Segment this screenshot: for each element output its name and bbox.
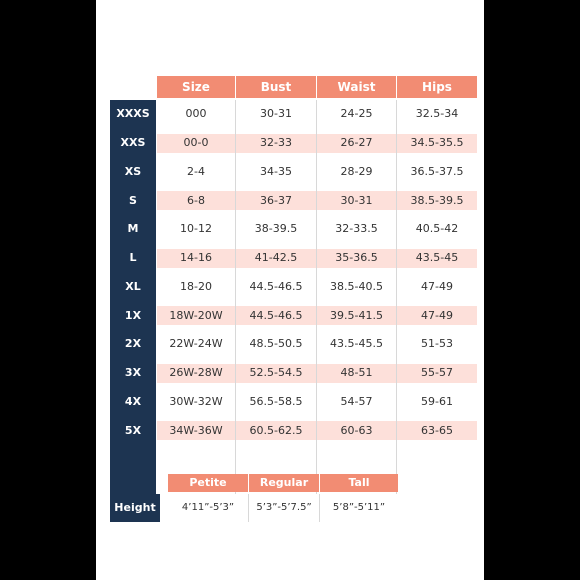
row-label: 3X xyxy=(124,366,142,380)
cell-waist: 30-31 xyxy=(340,193,373,207)
row-label: 2X xyxy=(124,337,142,351)
cell-size: 22W-24W xyxy=(169,337,223,351)
header-bust: Bust xyxy=(236,76,316,98)
cell-bust: 56.5-58.5 xyxy=(249,394,303,408)
height-regular-value: 5’3”-5’7.5” xyxy=(249,494,319,522)
cell-hips: 36.5-37.5 xyxy=(410,164,464,178)
cell-size: 14-16 xyxy=(180,251,212,265)
cell-waist: 48-51 xyxy=(340,366,373,380)
cell-waist: 43.5-45.5 xyxy=(330,337,383,351)
header-size: Size xyxy=(157,76,235,98)
cell-bust: 30-31 xyxy=(260,107,292,121)
cell-size: 10-12 xyxy=(180,222,212,236)
row-label: XXS xyxy=(120,136,146,150)
cell-waist: 28-29 xyxy=(340,164,373,178)
row-label: S xyxy=(129,193,137,207)
header-hips: Hips xyxy=(397,76,477,98)
size-table-header xyxy=(157,76,477,98)
cell-waist: 35-36.5 xyxy=(335,251,378,265)
cell-hips: 38.5-39.5 xyxy=(410,193,464,207)
cell-size: 30W-32W xyxy=(169,394,223,408)
header-petite: Petite xyxy=(168,474,248,492)
cell-size: 6-8 xyxy=(187,193,205,207)
cell-bust: 32-33 xyxy=(260,136,292,150)
row-label: M xyxy=(127,222,139,236)
cell-hips: 43.5-45 xyxy=(415,251,459,265)
row-label: L xyxy=(129,251,137,265)
column-divider xyxy=(316,100,317,514)
cell-bust: 44.5-46.5 xyxy=(249,308,303,322)
row-label: 5X xyxy=(124,423,142,437)
cell-hips: 59-61 xyxy=(421,394,453,408)
cell-bust: 52.5-54.5 xyxy=(249,366,303,380)
row-label: XL xyxy=(125,279,141,293)
cell-size: 000 xyxy=(185,107,207,121)
cell-hips: 34.5-35.5 xyxy=(410,136,464,150)
header-regular: Regular xyxy=(249,474,319,492)
column-divider xyxy=(235,100,236,514)
cell-size: 00-0 xyxy=(183,136,209,150)
cell-bust: 34-35 xyxy=(260,164,292,178)
cell-size: 34W-36W xyxy=(169,423,223,437)
cell-hips: 63-65 xyxy=(421,423,453,437)
cell-waist: 26-27 xyxy=(340,136,373,150)
height-petite-value: 4’11”-5’3” xyxy=(168,494,248,522)
cell-size: 2-4 xyxy=(187,164,205,178)
cell-waist: 39.5-41.5 xyxy=(330,308,383,322)
cell-hips: 55-57 xyxy=(421,366,453,380)
cell-waist: 38.5-40.5 xyxy=(330,279,383,293)
row-label: XXXS xyxy=(116,107,150,121)
height-tall-value: 5’8”-5’11” xyxy=(320,494,398,522)
header-tall: Tall xyxy=(320,474,398,492)
cell-bust: 36-37 xyxy=(260,193,292,207)
cell-hips: 32.5-34 xyxy=(415,107,459,121)
row-label: 4X xyxy=(124,394,142,408)
cell-waist: 32-33.5 xyxy=(335,222,378,236)
cell-waist: 54-57 xyxy=(340,394,373,408)
height-label: Height xyxy=(110,494,160,522)
size-label-column xyxy=(110,100,156,514)
cell-size: 18W-20W xyxy=(169,308,223,322)
cell-size: 26W-28W xyxy=(169,366,223,380)
cell-bust: 38-39.5 xyxy=(254,222,298,236)
cell-bust: 44.5-46.5 xyxy=(249,279,303,293)
row-label: 1X xyxy=(124,308,142,322)
cell-hips: 51-53 xyxy=(421,337,453,351)
cell-waist: 60-63 xyxy=(340,423,373,437)
cell-bust: 60.5-62.5 xyxy=(249,423,303,437)
cell-size: 18-20 xyxy=(180,279,212,293)
cell-hips: 47-49 xyxy=(421,308,453,322)
cell-waist: 24-25 xyxy=(340,107,373,121)
column-divider xyxy=(396,100,397,514)
cell-hips: 40.5-42 xyxy=(415,222,459,236)
header-waist: Waist xyxy=(317,76,396,98)
cell-hips: 47-49 xyxy=(421,279,453,293)
cell-bust: 41-42.5 xyxy=(254,251,298,265)
cell-bust: 48.5-50.5 xyxy=(249,337,303,351)
row-label: XS xyxy=(124,164,142,178)
